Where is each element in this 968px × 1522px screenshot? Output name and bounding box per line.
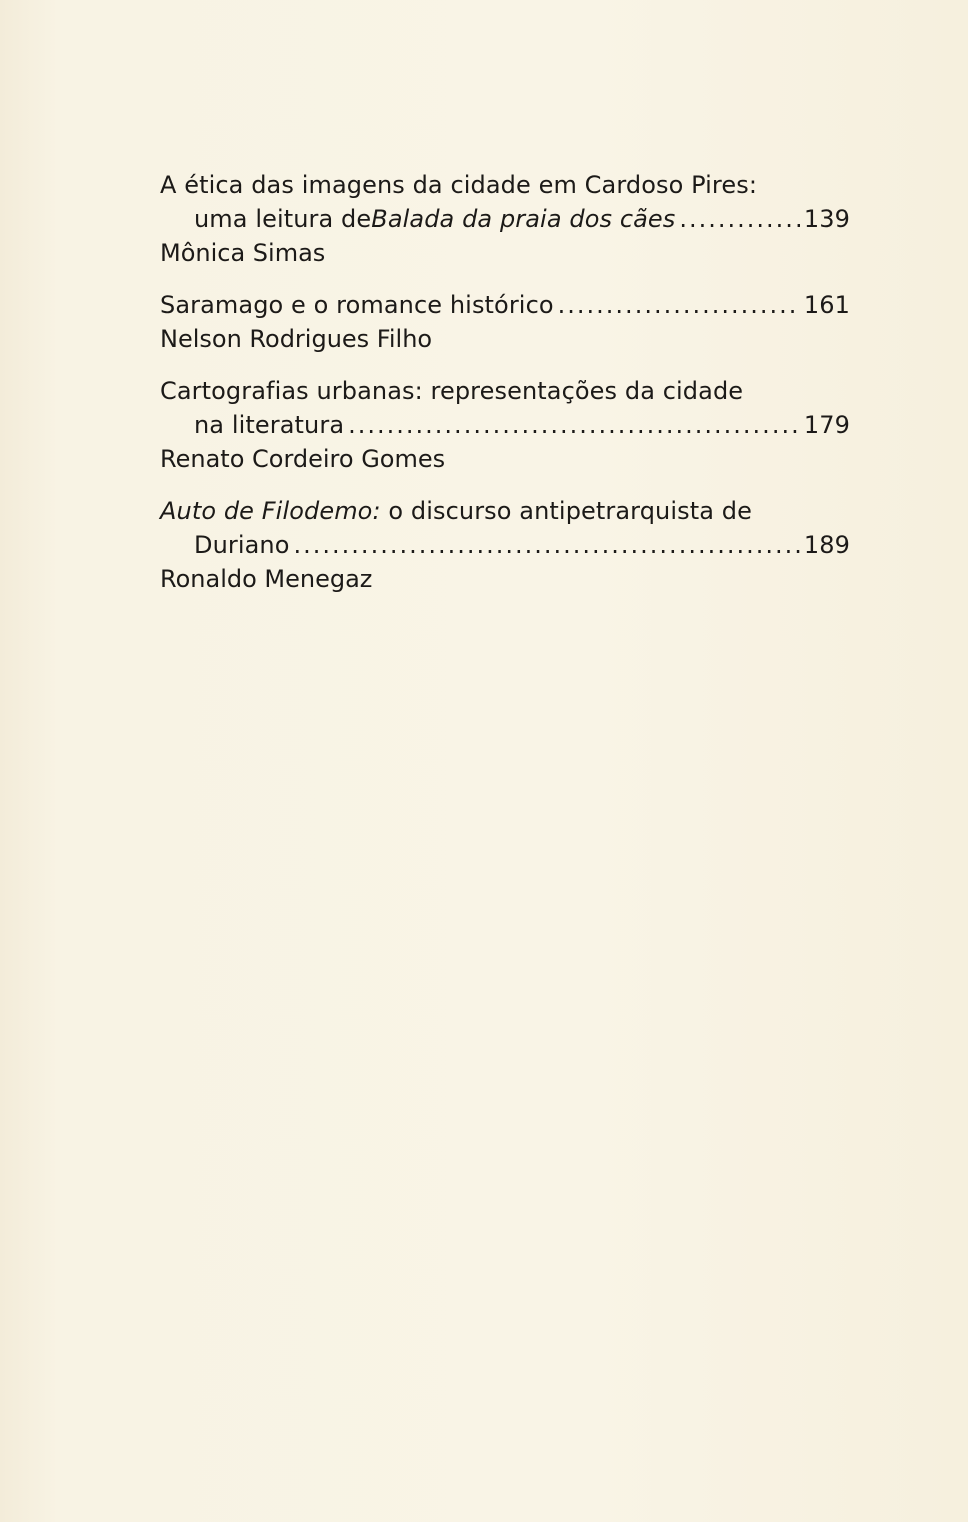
entry-title-first-line (160, 494, 850, 528)
entry-title-italic: Auto de Filodemo: (160, 497, 381, 525)
leader-dots (348, 408, 800, 442)
toc-entry (160, 168, 850, 270)
entry-title-text: na literatura (194, 411, 345, 439)
entry-title-text: uma leitura de (194, 205, 372, 233)
entry-author: Ronaldo Menegaz (160, 565, 373, 593)
entry-title-text: Duriano (194, 531, 290, 559)
entry-title-continuation (160, 528, 850, 562)
entry-title-italic: Balada da praia dos cães (371, 205, 676, 233)
entry-title-continuation (160, 408, 850, 442)
leader-dots (679, 202, 800, 236)
entry-author: Nelson Rodrigues Filho (160, 325, 433, 353)
table-of-contents (160, 168, 850, 596)
entry-title-continuation (160, 202, 850, 236)
entry-title-text: o discurso antipetrarquista de (380, 497, 752, 525)
leader-dots (294, 528, 800, 562)
page-number: 161 (803, 291, 850, 319)
page-number: 179 (803, 411, 850, 439)
page-number: 189 (803, 531, 850, 559)
entry-title: Cartografias urbanas: representações da cidade (160, 377, 744, 405)
entry-title: Saramago e o romance histórico (160, 291, 554, 319)
toc-entry (160, 374, 850, 476)
entry-author: Mônica Simas (160, 239, 326, 267)
page-number: 139 (803, 205, 850, 233)
leader-dots (558, 288, 800, 322)
toc-entry (160, 494, 850, 596)
entry-author: Renato Cordeiro Gomes (160, 445, 446, 473)
entry-title: A ética das imagens da cidade em Cardoso Pires: (160, 171, 758, 199)
entry-title-row (160, 288, 850, 322)
toc-entry (160, 288, 850, 356)
